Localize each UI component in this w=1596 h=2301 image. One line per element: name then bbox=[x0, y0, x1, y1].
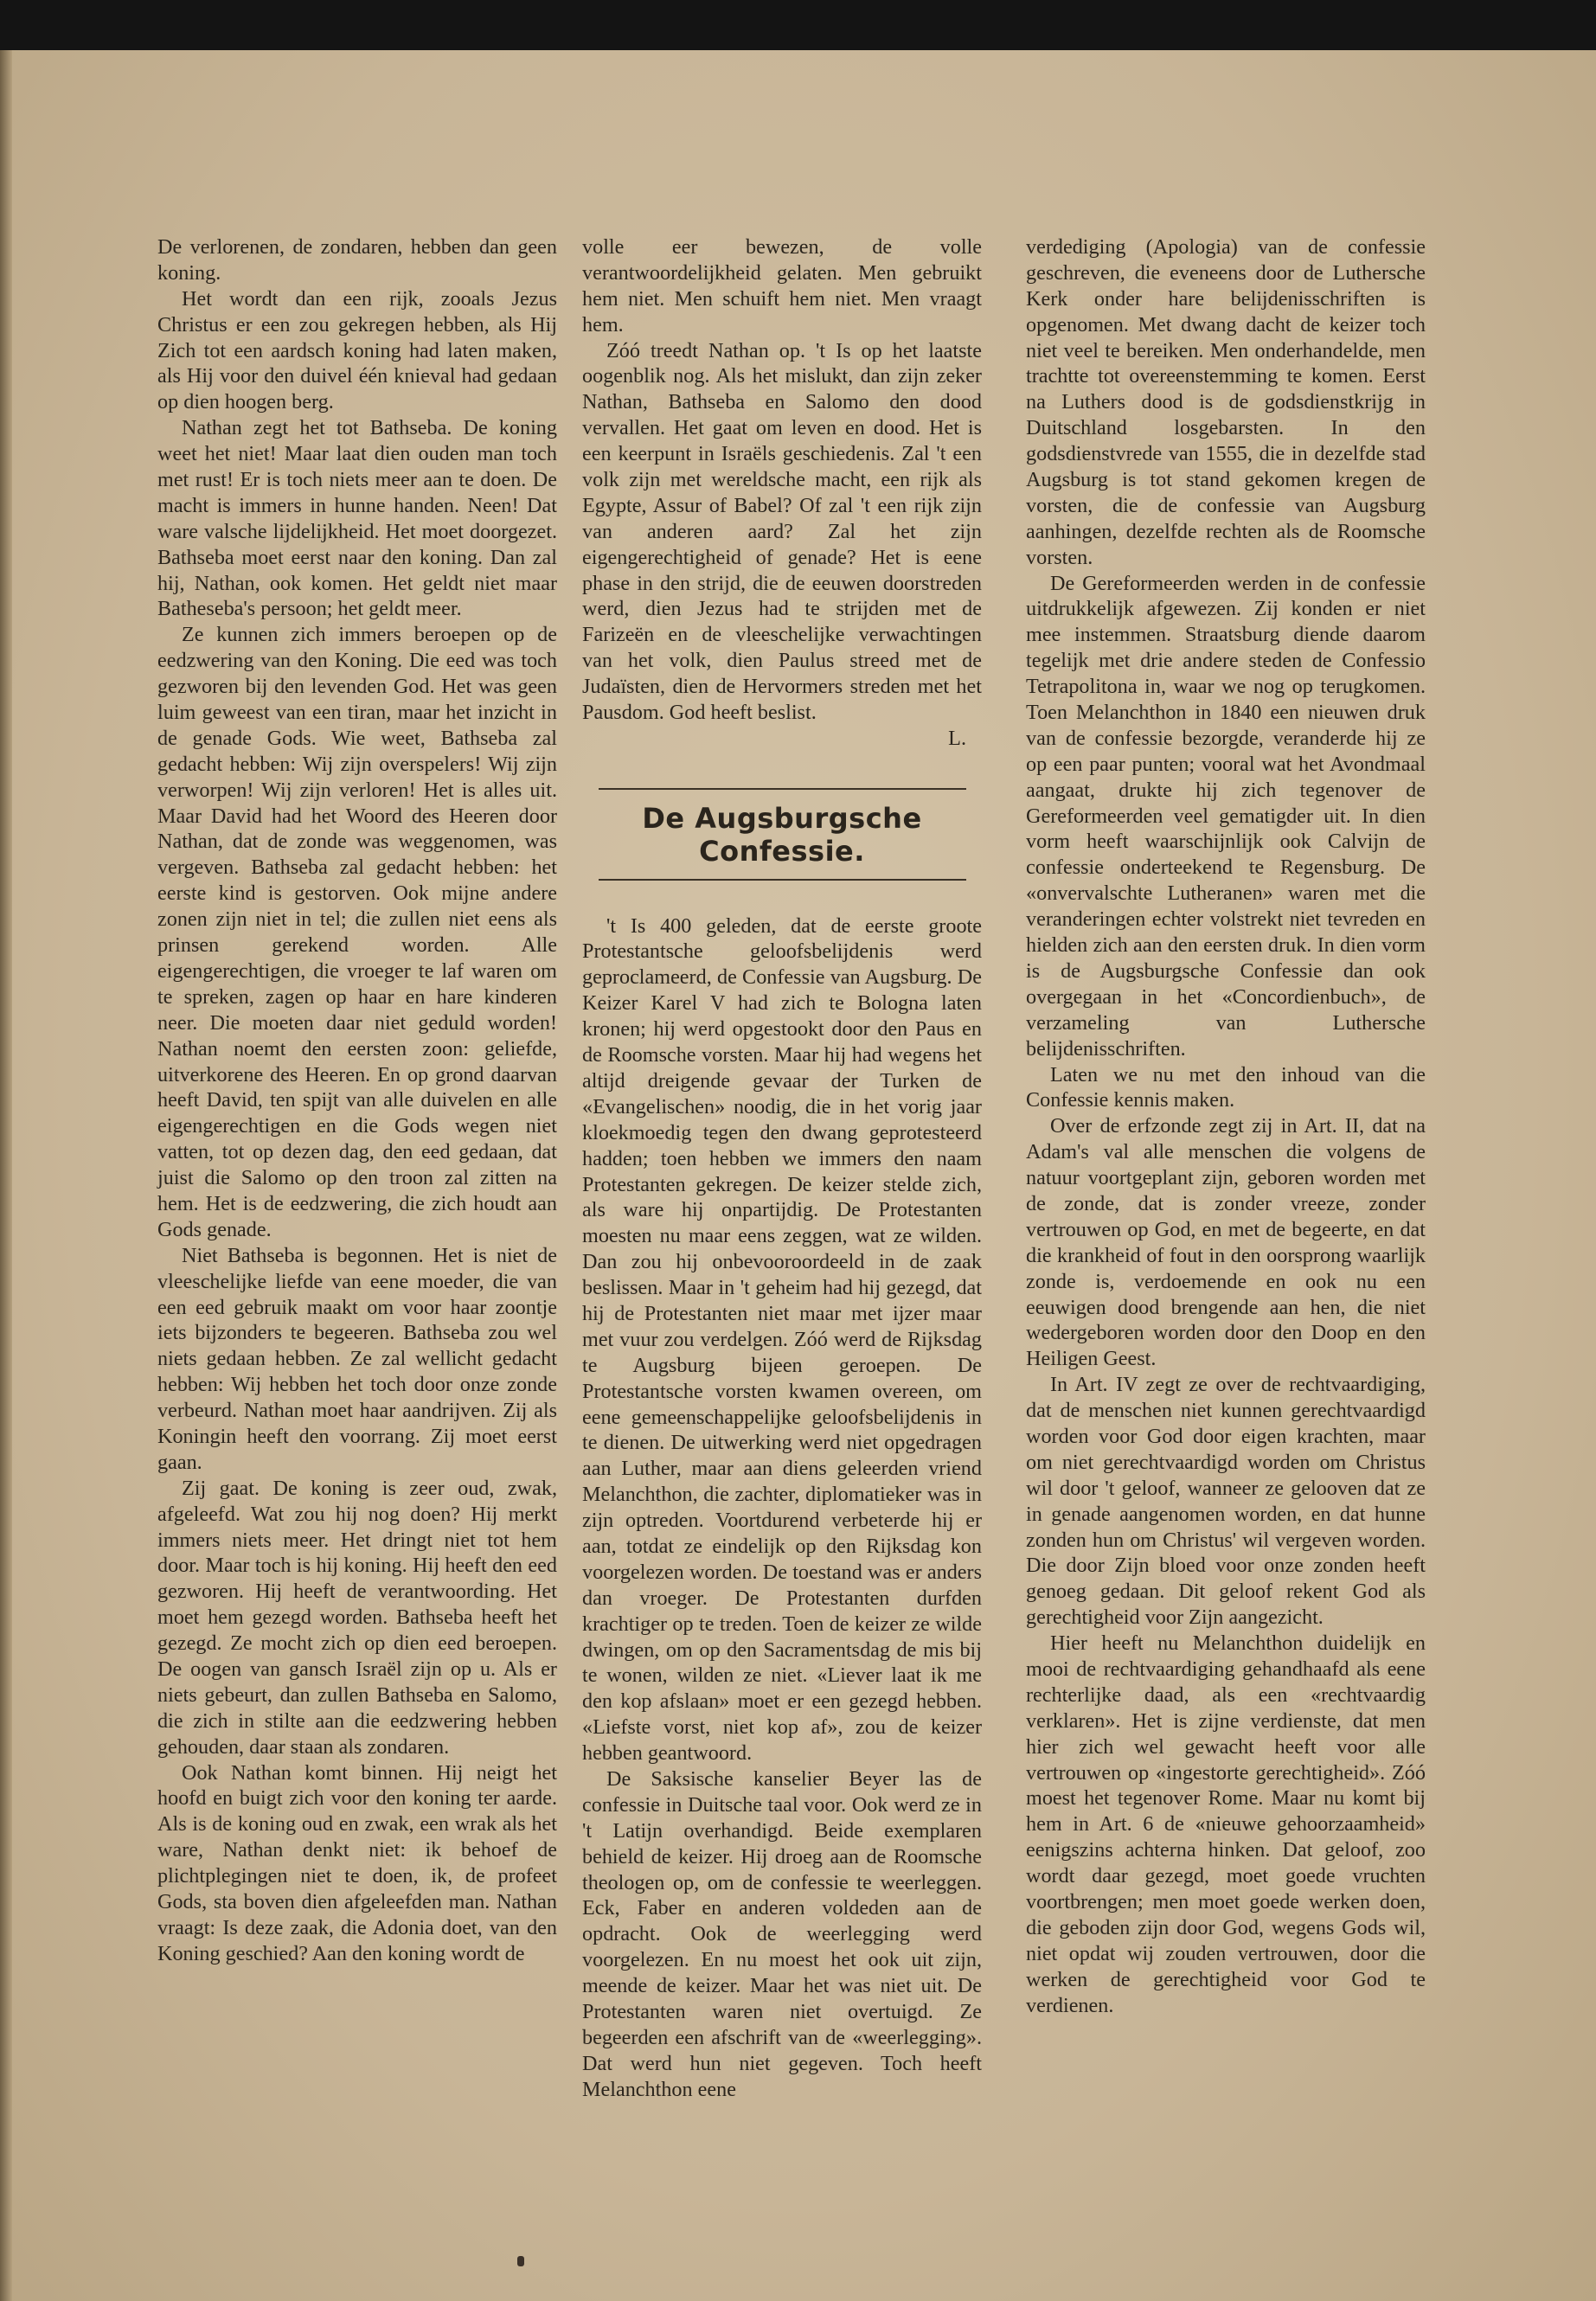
paragraph: Laten we nu met den inhoud van die Confessie kennis maken. bbox=[1026, 1062, 1426, 1112]
paragraph: Zij gaat. De koning is zeer oud, zwak, afgeleefd. Wat zou hij nog doen? Hij merkt immers niets meer. Het dringt niet tot hem door. Maar toch is hij koning. Hij heeft den eed gezworen. Hij heeft de verantwoording. Het moet hem gezegd worden. Bathseba heeft het gezegd. Ze mocht zich op dien eed beroepen. De oogen van gansch Israël zijn op u. Als er niets gebeurt, dan zullen Bathseba en Salomo, die zich in stilte aan die eedzwering hebben gehouden, daar staan als zondaren. bbox=[157, 1476, 557, 1759]
paragraph: In Art. IV zegt ze over de rechtvaardiging, dat de menschen niet kunnen gerechtvaardigd worden voor God door eigen krachten, maar om niet gerechtvaardigd worden om Christus wil door 't geloof, wanneer ze gelooven dat ze in genade aangenomen worden, en dat hunne zonden hun om Christus' wil vergeven worden. Die door Zijn bloed voor onze zonden heeft genoeg gedaan. Dit geloof rekent God als gerechtigheid voor Zijn aangezicht. bbox=[1026, 1373, 1426, 1630]
paragraph: Het wordt dan een rijk, zooals Jezus Christus er een zou gekregen hebben, als Hij Zich tot een aardsch koning had laten maken, als Hij voor den duivel één knieval had gedaan op dien hoogen berg. bbox=[157, 286, 557, 414]
divider-line bbox=[599, 879, 966, 881]
paragraph: volle eer bewezen, de volle verantwoordelijkheid gelaten. Men gebruikt hem niet. Men schuift hem niet. Men vraagt hem. bbox=[582, 235, 982, 336]
paragraph: verdediging (Apologia) van de confessie geschreven, die eveneens door de Luthersche Kerk onder hare belijdenisschriften is opgenomen. Met dwang dacht de keizer toch niet veel te bereiken. Men onderhandelde, men trachtte tot overeenstemming te komen. Eerst na Luthers dood is de godsdienstkrijg in Duitschland losgebarsten. In den godsdienstvrede van 1555, die in dezelfde stad Augsburg is tot stand gekomen kregen de vorsten, die de confessie van Augsburg aanhingen, dezelfde rechten als de Roomsche vorsten. bbox=[1026, 235, 1426, 569]
column-2 bbox=[582, 234, 982, 2103]
column-1 bbox=[157, 234, 557, 1967]
scan-top-border bbox=[0, 0, 1596, 50]
paragraph: Nathan zegt het tot Bathseba. De koning weet het niet! Maar laat dien ouden man toch met rust! Er is toch niets meer aan te doen. De macht is immers in hunne handen. Neen! Dat ware valsche lijdelijkheid. Het moet doorgezet. Bathseba moet eerst naar den koning. Dan zal hij, Nathan, ook komen. Het geldt niet maar Batheseba's persoon; het geldt meer. bbox=[157, 416, 557, 621]
paragraph: De verlorenen, de zondaren, hebben dan geen koning. bbox=[157, 235, 557, 285]
paragraph: Niet Bathseba is begonnen. Het is niet de vleeschelijke liefde van eene moeder, die van een eed gebruik maakt om voor haar zoontje iets bijzonders te begeeren. Bathseba zou wel niets gedaan hebben. Ze zal wellicht gedacht hebben: Wij hebben het toch door onze zonde verbeurd. Nathan moet haar aandrijven. Zij als Koningin heeft den voorrang. Zij moet eerst gaan. bbox=[157, 1243, 557, 1474]
paragraph: Hier heeft nu Melanchthon duidelijk en mooi de rechtvaardiging gehandhaafd als eene rechterlijke daad, als een «rechtvaardig verklaren». Het is zijne verdienste, dat men hier zich wel gewacht heeft voor alle vertrouwen op «ingestorte gerechtigheid». Zóó moest het tegenover Rome. Maar nu komt bij hem in Art. 6 de «nieuwe gehoorzaamheid» eenigszins achterna hinken. Dat geloof, zoo wordt daar gezegd, moet goede vruchten voortbrengen; men moet goede werken doen, die geboden zijn door God, wegens Gods wil, niet opdat wij zouden vertrouwen, door die werken de gerechtigheid voor God te verdienen. bbox=[1026, 1631, 1426, 2017]
page-left-edge bbox=[0, 50, 12, 2301]
paragraph: De Saksische kanselier Beyer las de confessie in Duitsche taal voor. Ook werd ze in 't Latijn overhandigd. Beide exemplaren behield de keizer. Hij droeg aan de Roomsche theologen op, om de confessie te weerleggen. Eck, Faber en anderen voldeden aan de opdracht. Ook de weerlegging werd voorgelezen. En nu moest het ook uit zijn, meende de keizer. Maar het was niet uit. De Protestanten waren niet overtuigd. Ze begeerden een afschrift van de «weerlegging». Dat werd hun niet gegeven. Toch heeft Melanchthon eene bbox=[582, 1766, 982, 2101]
paragraph: De Gereformeerden werden in de confessie uitdrukkelijk afgewezen. Zij konden er niet mee instemmen. Straatsburg diende daarom tegelijk met drie andere steden de Confessio Tetrapolitona in, waar we nog op terugkomen. Toen Melanchthon in 1840 een nieuwen druk van de confessie bezorgde, veranderde hij ze op een paar punten; vooral wat het Avondmaal aangaat, drukte hij zich tegenover de Gereformeerden veel gematigder uit. In dien vorm heeft waarschijnlijk ook Calvijn de confessie onderteekend te Regensburg. De «onvervalschte Lutheranen» waren met die veranderingen echter volstrekt niet tevreden en hielden zich aan den eersten druk. In dien vorm is de Augsburgsche Confessie dan ook overgegaan in het «Concordienbuch», de verzameling van Luthersche belijdenisschriften. bbox=[1026, 571, 1426, 1061]
article-title: De Augsburgsche Confessie. bbox=[642, 801, 922, 868]
paragraph: Ook Nathan komt binnen. Hij neigt het hoofd en buigt zich voor den koning ter aarde. Als is de koning oud en zwak, een wrak als het ware, Nathan denkt niet: ik behoef de plichtplegingen niet te doen, ik, de profeet Gods, sta boven dien afgeleefden man. Nathan vraagt: Is deze zaak, die Adonia doet, van den Koning geschied? Aan den koning wordt de bbox=[157, 1760, 557, 1965]
ink-speck bbox=[517, 2256, 524, 2266]
paragraph: Zóó treedt Nathan op. 't Is op het laatste oogenblik nog. Als het mislukt, dan zijn zeker Nathan, Bathseba en Salomo den dood vervallen. Het gaat om leven en dood. Het is een keerpunt in Israëls geschiedenis. Zal 't een volk zijn met wereldsche macht, een rijk als Egypte, Assur of Babel? Of zal 't een rijk zijn van anderen aard? Zal het zijn eigengerechtigheid of genade? Het is eene phase in den strijd, die de eeuwen doorstreden werd, dien Jezus had te strijden met de Farizeën en de vleeschelijke verwachtingen van het volk, dien Paulus streed met de Judaïsten, dien de Hervormers streden met het Pausdom. God heeft beslist. bbox=[582, 338, 982, 725]
paragraph: Over de erfzonde zegt zij in Art. II, dat na Adam's val alle menschen die volgens de natuur voortgeplant zijn, geboren worden met de zonde, dat is zonder vreeze, zonder vertrouwen op God, en met de begeerte, en dat die krankheid of fout in den oorsprong waarlijk zonde is, verdoemende en ook nu een eeuwigen dood brengende aan hen, die niet wedergeboren worden door den Doop en den Heiligen Geest. bbox=[1026, 1114, 1426, 1371]
column-3 bbox=[1026, 234, 1426, 2018]
paragraph: 't Is 400 geleden, dat de eerste groote Protestantsche geloofsbelijdenis werd geproclameerd, de Confessie van Augsburg. De Keizer Karel V had zich te Bologna laten kronen; hij werd opgestookt door den Paus en de Roomsche vorsten. Maar hij had wegens het altijd dreigende gevaar der Turken de «Evangelischen» noodig, die in het vorig jaar kloekmoedig tegen den dwang geprotesteerd hadden; toen hebben we immers den naam Protestanten gekregen. De keizer stelde zich, als ware hij onpartijdig. De Protestanten moesten nu maar eens zeggen, wat ze wilden. Dan zou hij onbevooroordeeld in de zaak beslissen. Maar in 't geheim had hij gezegd, dat hij de Protestanten niet maar met ijzer maar met vuur zou verdelgen. Zóó werd de Rijksdag te Augsburg bijeen geroepen. De Protestantsche vorsten kwamen overeen, om eene gemeenschappelijke geloofsbelijdenis in te dienen. De uitwerking werd niet opgedragen aan Luther, maar aan diens geleerden vriend Melanchthon, die zachter, diplomatieker was in zijn optreden. Voortdurend verbeterde hij er aan, totdat ze eindelijk op den Rijksdag kon voorgelezen worden. De toestand was er anders dan vroeger. De Protestanten durfden krachtiger op te treden. Toen de keizer ze wilde dwingen, om op den Sacramentsdag de mis bij te wonen, wilden ze niet. «Liever laat ik me den kop afslaan» moet er een gezegd hebben. «Liefste vorst, niet kop af», zou de keizer hebben geantwoord. bbox=[582, 913, 982, 1766]
paragraph: Ze kunnen zich immers beroepen op de eedzwering van den Koning. Die eed was toch gezworen bij den levenden God. Het was geen luim geweest van een tiran, maar het inzicht in de genade Gods. Wie weet, Bathseba zal gedacht hebben: Wij zijn overspelers! Wij zijn verworpen! Wij zijn verloren! Het is alles uit. Maar David had het Woord des Heeren door Nathan, dat de zonde was weggenomen, was vergeven. Bathseba zal gedacht hebben: het eerste kind is gestorven. Ook mijne andere zonen zijn niet in tel; die zullen niet eens als prinsen gerekend worden. Alle eigengerechtigen, die vroeger te laf waren om te spreken, zagen op haar en hare kinderen neer. Die moeten daar niet geduld worden! Nathan noemt den eersten zoon: geliefde, uitverkorene des Heeren. En op grond daarvan heeft David, ten spijt van alle duivelen en alle eigengerechtigen en die Gods wegen niet vatten, tot op dezen dag, den eed gedaan, dat juist die Salomo op den troon zal zitten na hem. Het is de eedzwering, die zich houdt aan Gods genade. bbox=[157, 623, 557, 1241]
divider-line bbox=[599, 788, 966, 790]
author-signature: L. bbox=[948, 726, 966, 750]
newspaper-page bbox=[0, 50, 1596, 2301]
